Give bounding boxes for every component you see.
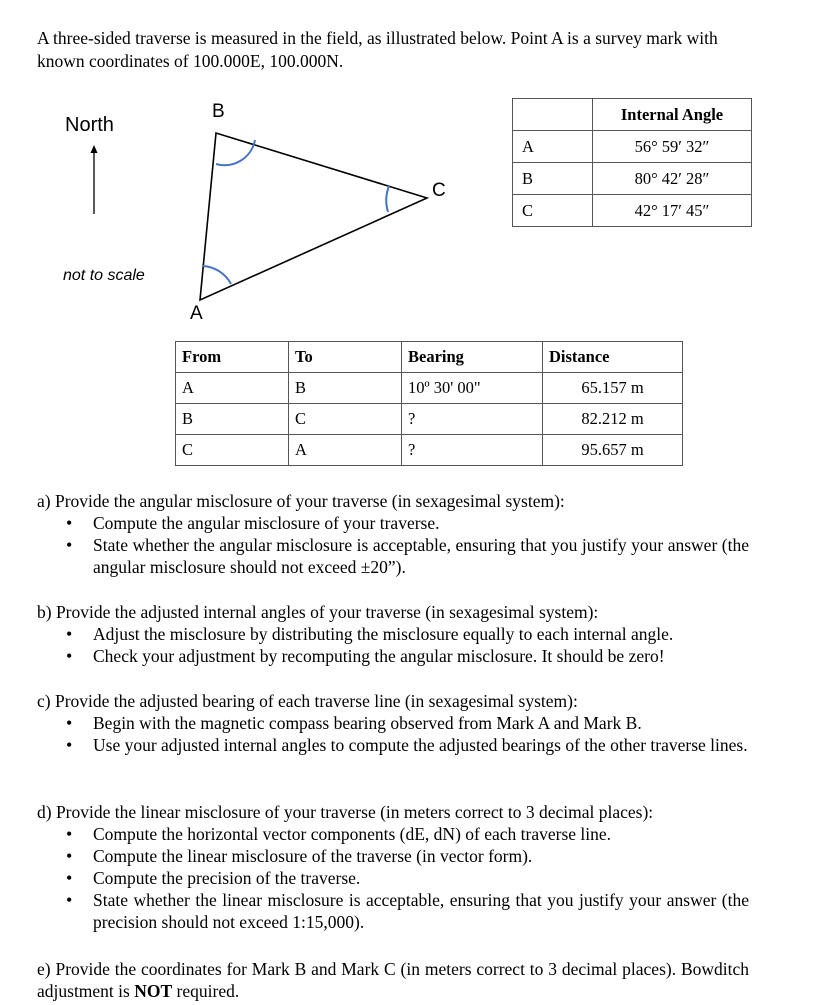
question-e-emphasis: NOT	[134, 981, 173, 1001]
question-a	[37, 490, 749, 578]
table-row	[176, 373, 683, 404]
traverse-table	[175, 341, 683, 466]
bullet-list	[37, 512, 749, 578]
table-cell-to: B	[289, 373, 402, 404]
table-cell-from: B	[176, 404, 289, 435]
table-cell-bearing: ?	[402, 404, 543, 435]
vertex-label-a: A	[190, 303, 203, 324]
list-item: • Compute the angular misclosure of your traverse.	[93, 512, 749, 534]
list-item: • State whether the linear misclosure is acceptable, ensuring that you justify your answer (the precision should not exceed 1:15,000).	[93, 889, 749, 933]
table-cell-angle: 80° 42′ 28″	[593, 163, 752, 195]
table-cell-bearing: ?	[402, 435, 543, 466]
question-e	[37, 958, 749, 1002]
table-row	[513, 131, 752, 163]
table-row	[176, 404, 683, 435]
vertex-label-b: B	[212, 101, 225, 122]
question-b	[37, 601, 749, 667]
question-e-text: e) Provide the coordinates for Mark B and Mark C (in meters correct to 3 decimal places). Bowditch adjustment is	[37, 959, 749, 1001]
question-heading: c) Provide the adjusted bearing of each traverse line (in sexagesimal system):	[37, 691, 578, 711]
table-header-blank	[513, 99, 593, 131]
intro-paragraph: A three-sided traverse is measured in the field, as illustrated below. Point A is a survey mark with known coordinates of 100.000E, 100.000N.	[37, 28, 718, 71]
table-header-row	[176, 342, 683, 373]
list-item: • Begin with the magnetic compass bearing observed from Mark A and Mark B.	[93, 712, 749, 734]
bullet-list	[37, 823, 749, 933]
table-cell-distance: 65.157 m	[543, 373, 683, 404]
table-cell-distance: 82.212 m	[543, 404, 683, 435]
list-item: • Check your adjustment by recomputing the angular misclosure. It should be zero!	[93, 645, 749, 667]
question-d	[37, 801, 749, 933]
list-item: • Compute the horizontal vector components (dE, dN) of each traverse line.	[93, 823, 749, 845]
table-cell-to: A	[289, 435, 402, 466]
list-item: • Adjust the misclosure by distributing the misclosure equally to each internal angle.	[93, 623, 749, 645]
table-header-distance: Distance	[543, 342, 683, 373]
table-header-row	[513, 99, 752, 131]
table-row	[176, 435, 683, 466]
table-row	[513, 163, 752, 195]
internal-angle-table	[512, 98, 752, 227]
table-cell-point: B	[513, 163, 593, 195]
question-heading: a) Provide the angular misclosure of your traverse (in sexagesimal system):	[37, 491, 565, 511]
table-cell-bearing: 10º 30' 00"	[402, 373, 543, 404]
bullet-list	[37, 623, 749, 667]
table-cell-point: A	[513, 131, 593, 163]
vertex-label-c: C	[432, 180, 446, 201]
scale-note: not to scale	[63, 267, 145, 284]
traverse-triangle	[200, 133, 427, 300]
table-cell-angle: 42° 17′ 45″	[593, 195, 752, 227]
table-cell-distance: 95.657 m	[543, 435, 683, 466]
table-header-to: To	[289, 342, 402, 373]
angle-arc-c	[386, 186, 389, 212]
question-e-text-end: required.	[172, 981, 240, 1001]
question-c	[37, 690, 749, 756]
table-cell-to: C	[289, 404, 402, 435]
list-item: • Use your adjusted internal angles to compute the adjusted bearings of the other traverse lines.	[93, 734, 749, 756]
list-item: • State whether the angular misclosure is acceptable, ensuring that you justify your answer (the angular misclosure should not exceed ±20”).	[93, 534, 749, 578]
table-header-from: From	[176, 342, 289, 373]
table-row	[513, 195, 752, 227]
table-cell-point: C	[513, 195, 593, 227]
angle-arc-a	[203, 266, 231, 284]
table-cell-from: A	[176, 373, 289, 404]
table-cell-angle: 56° 59′ 32″	[593, 131, 752, 163]
table-cell-from: C	[176, 435, 289, 466]
table-header-internal-angle: Internal Angle	[593, 99, 752, 131]
list-item: • Compute the linear misclosure of the traverse (in vector form).	[93, 845, 749, 867]
question-heading: b) Provide the adjusted internal angles of your traverse (in sexagesimal system):	[37, 602, 599, 622]
north-arrow	[91, 145, 98, 214]
table-header-bearing: Bearing	[402, 342, 543, 373]
bullet-list	[37, 712, 749, 756]
question-heading: d) Provide the linear misclosure of your traverse (in meters correct to 3 decimal places):	[37, 802, 654, 822]
north-label: North	[65, 114, 114, 136]
list-item: • Compute the precision of the traverse.	[93, 867, 749, 889]
